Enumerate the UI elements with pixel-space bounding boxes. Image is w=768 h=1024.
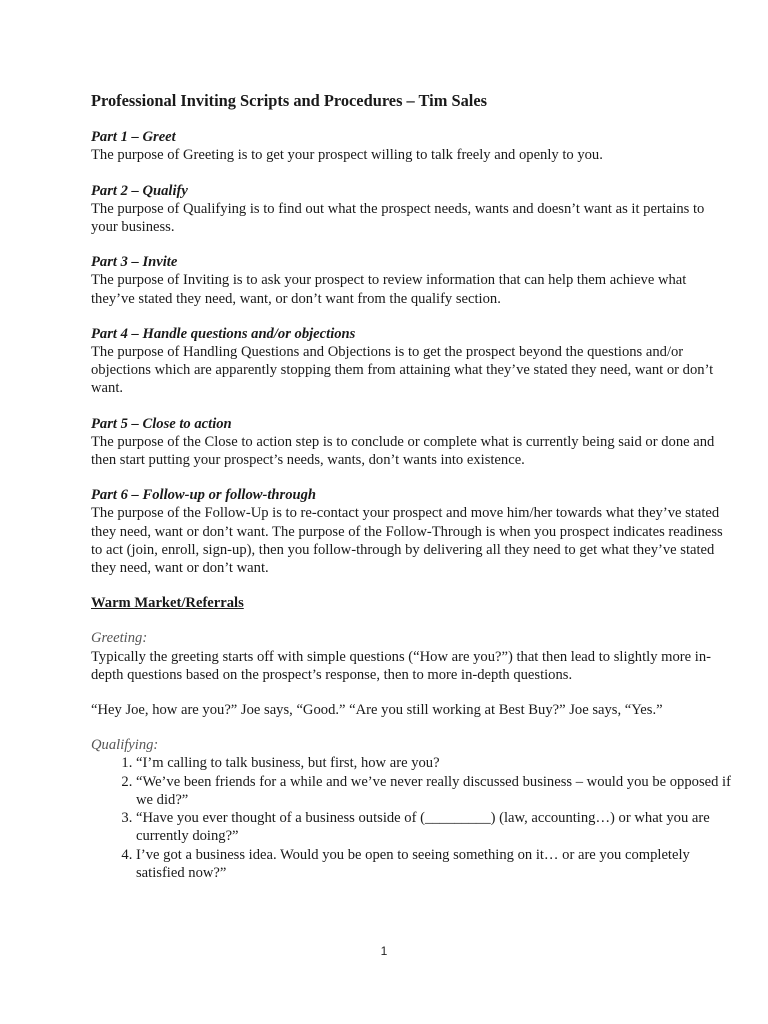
part-4-heading: Part 4 – Handle questions and/or objections [91,325,356,342]
qualifying-label: Qualifying: [91,737,159,754]
list-item: 3. “Have you ever thought of a business outside of (_________) (law, accounting…) or what you are currently doing?” [136,809,731,845]
warm-market-heading: Warm Market/Referrals [91,595,244,612]
greeting-example: “Hey Joe, how are you?” Joe says, “Good.” “Are you still working at Best Buy?” Joe says, “Yes.” [91,702,663,719]
part-5-text: The purpose of the Close to action step is to conclude or complete what is currently being said or done and then start putting your prospect’s needs, wants, don’t wants into existence. [91,433,715,469]
part-5-section [91,415,731,470]
document-title: Professional Inviting Scripts and Procedures – Tim Sales [91,91,487,110]
part-2-heading: Part 2 – Qualify [91,182,188,199]
part-5-heading: Part 5 – Close to action [91,415,232,432]
part-3-text: The purpose of Inviting is to ask your prospect to review information that can help them achieve what they’ve stated they need, want, or don’t want from the qualify section. [91,272,687,307]
part-3-heading: Part 3 – Invite [91,254,178,271]
list-item: 2. “We’ve been friends for a while and we’ve never really discussed business – would you be opposed if we did?” [136,773,731,809]
greeting-text: Typically the greeting starts off with simple questions (“How are you?”) that then lead to slightly more in-depth questions based on the prospect’s response, then to more in-depth questions. [91,648,712,683]
qualifying-list [91,754,731,881]
part-2-section [91,182,731,237]
greeting-label: Greeting: [91,630,148,647]
part-1-section [91,128,731,164]
qualifying-block [91,736,731,882]
greeting-block [91,629,731,684]
part-4-text: The purpose of Handling Questions and Objections is to get the prospect beyond the questions and/or objections which are apparently stopping them from attaining what they’ve stated they need, want or don’t want. [91,344,714,397]
part-6-heading: Part 6 – Follow-up or follow-through [91,487,317,504]
list-item: 1. “I’m calling to talk business, but first, how are you? [136,754,731,772]
part-2-text: The purpose of Qualifying is to find out what the prospect needs, wants and doesn’t want as it pertains to your business. [91,200,705,236]
part-6-text: The purpose of the Follow-Up is to re-contact your prospect and move him/her towards what they’ve stated they need, want or don’t want. The purpose of the Follow-Through is when you prospect indicates readiness to act (join, enroll, sign-up), then you follow-through by delivering all they need to get what they’ve stated they need, want or don’t want. [91,505,723,577]
page-number: 1 [380,944,388,958]
part-3-section [91,253,731,308]
part-4-section [91,325,731,398]
list-item: 4. I’ve got a business idea. Would you be open to seeing something on it… or are you completely satisfied now?” [136,846,731,882]
document-page [91,92,731,899]
part-1-text: The purpose of Greeting is to get your prospect willing to talk freely and openly to you. [91,147,603,164]
part-1-heading: Part 1 – Greet [91,129,176,146]
part-6-section [91,486,731,577]
